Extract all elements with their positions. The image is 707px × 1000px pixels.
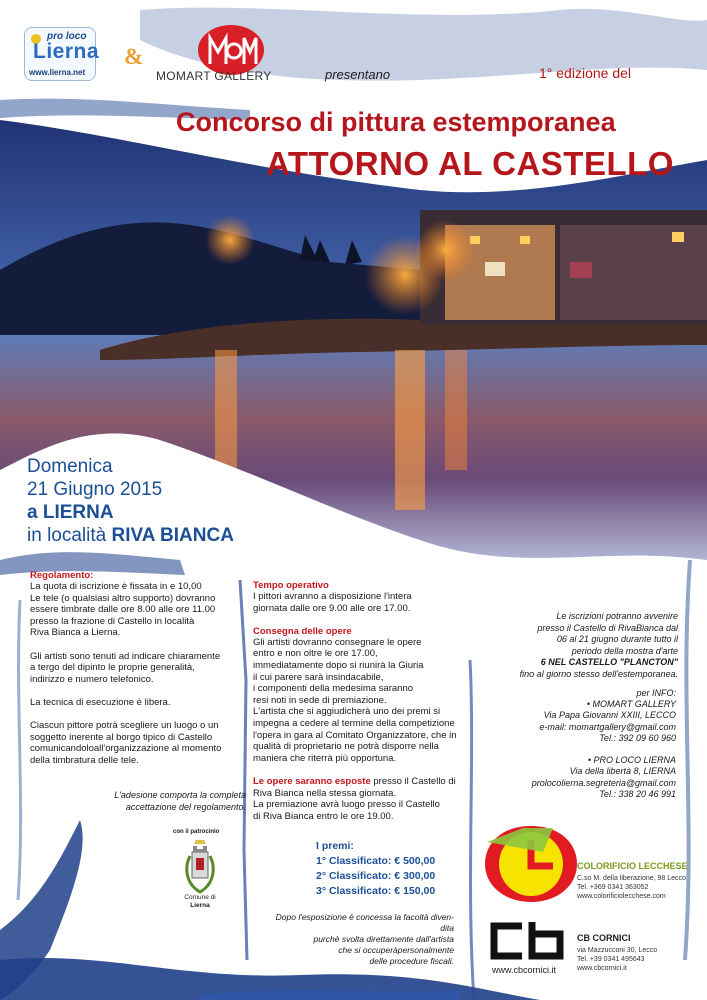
regolamento-line: La tecnica di esecuzione è libera. <box>30 696 171 708</box>
event-town: a LIERNA <box>27 502 114 523</box>
iscrizioni-line: presso il Castello di RivaBianca dal <box>537 622 678 633</box>
tempo-line: giornata dalle ore 9.00 alle ore 17.00. <box>253 602 411 614</box>
esposte-line: La premiazione avrà luogo presso il Castello <box>253 799 440 811</box>
regolamento-line: essere timbrate dalle ore 8.00 alle ore 11.00 <box>30 604 216 616</box>
regolamento-line: soggetto inerente al borgo tipico di Castello <box>30 731 213 743</box>
consegna-title: Consegna delle opere <box>253 625 352 637</box>
presentano-text: presentano <box>325 67 391 82</box>
esposte-title: Le opere saranno esposte <box>253 775 371 787</box>
colorificio-address <box>577 874 686 901</box>
iscrizioni-line: fino al giorno stesso dell'estemporanea. <box>519 668 678 679</box>
proloco-lierna-logo <box>24 27 100 81</box>
tempo-line: I pittori avranno a disposizione l'intera <box>253 591 412 602</box>
premio-item: 3° Classificato: € 150,00 <box>316 885 436 897</box>
event-location-prefix: in località <box>27 525 112 546</box>
comune-crest-icon <box>180 838 220 894</box>
dopo-line: purchè svolta direttamente dall'artista <box>313 934 454 944</box>
premio-item: 2° Classificato: € 300,00 <box>316 870 436 882</box>
regolamento-line: Gli artisti sono tenuti ad indicare chiaramente <box>30 650 221 662</box>
cb-cornici-address <box>577 946 657 973</box>
consegna-line: qualità di proprietario ne potrà disporre nella <box>253 741 439 753</box>
regolamento-line: Le tele (o qualsiasi altro supporto) dovranno <box>30 592 216 604</box>
cb-cornici-name: CB CORNICI <box>577 933 631 943</box>
iscrizioni-line: Le iscrizioni potranno avvenire <box>556 611 678 621</box>
info-line: per INFO: <box>636 688 676 698</box>
cb-addr-line: via Mazzucconi 30, Lecco <box>577 947 658 954</box>
info-line: Via della libertà 8, LIERNA <box>569 766 676 777</box>
ampersand: & <box>124 44 144 69</box>
edizione-text: 1° edizione del <box>539 65 631 81</box>
dopo-line: delle procedure fiscali. <box>369 956 454 966</box>
info-line: • MOMART GALLERY <box>586 699 676 710</box>
regolamento-line: a tergo del dipinto le proprie generalità, <box>30 662 195 674</box>
colorificio-addr-line: C.so M. della liberazione, 98 Lecco <box>577 875 686 882</box>
dopo-note <box>268 912 454 967</box>
dopo-line: Dopo l'esposizione è concessa la facoltà divendita <box>275 912 454 933</box>
title-line-2: ATTORNO AL CASTELLO <box>266 145 674 182</box>
event-location-name: RIVA BIANCA <box>111 525 234 546</box>
regolamento-line: presso la frazione di Castello in località <box>30 615 195 627</box>
colorificio-name: COLORIFICIO LECCHESE <box>577 861 688 871</box>
tempo-text <box>253 591 468 614</box>
colorificio-logo-icon <box>483 822 579 904</box>
info-line: Via Papa Giovanni XXIII, LECCO <box>543 710 676 721</box>
info-line: Tel.: 392 09 60 960 <box>599 732 676 743</box>
regolamento-line: indirizzo e numero telefonico. <box>30 673 154 685</box>
consegna-line: i componenti della medesima saranno <box>253 683 414 695</box>
patrocinio-label: con il patrocinio <box>173 829 220 835</box>
regolamento-line <box>30 639 255 651</box>
premi-title: I premi: <box>316 840 354 852</box>
event-location <box>27 524 234 547</box>
title-line-1: Concorso di pittura estemporanea <box>176 107 616 137</box>
premio-item: 1° Classificato: € 500,00 <box>316 855 436 867</box>
regolamento-line: comunicandoloall'organizzazione al momento <box>30 743 222 755</box>
proloco-logo-top: pro loco <box>47 31 87 42</box>
consegna-line: entro e non oltre le ore 17.00, <box>253 648 378 660</box>
tempo-title: Tempo operativo <box>253 580 329 591</box>
esposte-first-line <box>253 776 468 788</box>
regolamento-title: Regolamento: <box>30 570 94 581</box>
cb-cornici-url: www.cbcornici.it <box>492 965 557 975</box>
comune-label <box>178 894 222 909</box>
iscrizioni-line: periodo della mostra d'arte <box>571 645 678 656</box>
regolamento-text <box>30 581 255 767</box>
esposte-text <box>253 788 468 823</box>
esposte-line: Riva Bianca nella stessa giornata. <box>253 787 397 799</box>
regolamento-line: Ciascun pittore potrà scegliere un luogo o un <box>30 720 219 732</box>
event-day: Domenica <box>27 456 113 477</box>
consegna-line: il cui parere sarà insindacabile, <box>253 671 384 683</box>
esposte-line: di Riva Bianca entro le ore 19.00. <box>253 810 394 822</box>
iscrizioni-line: 06 al 21 giugno durante tutto il <box>556 634 678 644</box>
consegna-line: l'opera in gara al Comitato Organizzatore, che in <box>253 729 457 741</box>
regolamento-line: della timbratura delle tele. <box>30 754 139 766</box>
info-line: e-mail: momartgallery@gmail.com <box>539 721 676 732</box>
consegna-line: maniera che riterrà più opportuna. <box>253 752 397 764</box>
contact-info <box>478 688 676 800</box>
info-line: prolocolierna.segreteria@gmail.com <box>531 777 676 788</box>
adesione-note <box>88 790 246 813</box>
premi-section <box>316 839 435 899</box>
colorificio-addr-line: Tel. +369 0341 363052 <box>577 884 649 891</box>
regolamento-line <box>30 685 255 697</box>
event-date: 21 Giugno 2015 <box>27 479 163 500</box>
consegna-line: resi noti in sede di premiazione. <box>253 694 387 706</box>
consegna-line: immediatamente dopo si riunirà la Giuria <box>253 659 424 671</box>
iscrizioni-line: 6 NEL CASTELLO "PLANCTON" <box>540 657 678 667</box>
consegna-text <box>253 637 468 765</box>
proloco-logo-name: Lierna <box>33 40 100 63</box>
iscrizioni-note <box>478 611 678 680</box>
adesione-line: accettazione del regolamento. <box>125 801 246 812</box>
info-line: Tel.: 338 20 46 991 <box>599 788 676 799</box>
proloco-logo-url: www.lierna.net <box>29 68 86 77</box>
regolamento-line: Riva Bianca a Lierna. <box>30 627 121 639</box>
momart-gallery-name: MOMART GALLERY <box>156 69 272 83</box>
dopo-line: che si occuperàpersonalmente <box>338 945 454 955</box>
info-column <box>253 580 468 822</box>
cb-addr-line: www.cbcornici.it <box>577 965 627 972</box>
consegna-line: impegna a cedere al termine della competizione <box>253 717 455 729</box>
esposte-first-rest: presso il Castello di <box>370 775 456 787</box>
info-line: • PRO LOCO LIERNA <box>587 755 676 766</box>
comune-line: Comune di <box>184 894 216 901</box>
regolamento-line <box>30 709 255 721</box>
regolamento-line: La quota di iscrizione è fissata in e 10,00 <box>30 581 202 592</box>
event-info <box>27 455 234 547</box>
adesione-line: L'adesione comporta la completa <box>114 790 246 800</box>
cb-addr-line: Tel. +39 0341 495643 <box>577 956 645 963</box>
regolamento-section <box>30 570 255 767</box>
cb-cornici-logo-icon <box>490 920 565 962</box>
consegna-line: L'artista che si aggiudicherà uno dei premi si <box>253 706 441 718</box>
colorificio-addr-line: www.colorificiolecchese.com <box>577 893 666 900</box>
comune-line: Lierna <box>190 901 210 909</box>
consegna-line: Gli artisti dovranno consegnare le opere <box>253 636 422 648</box>
